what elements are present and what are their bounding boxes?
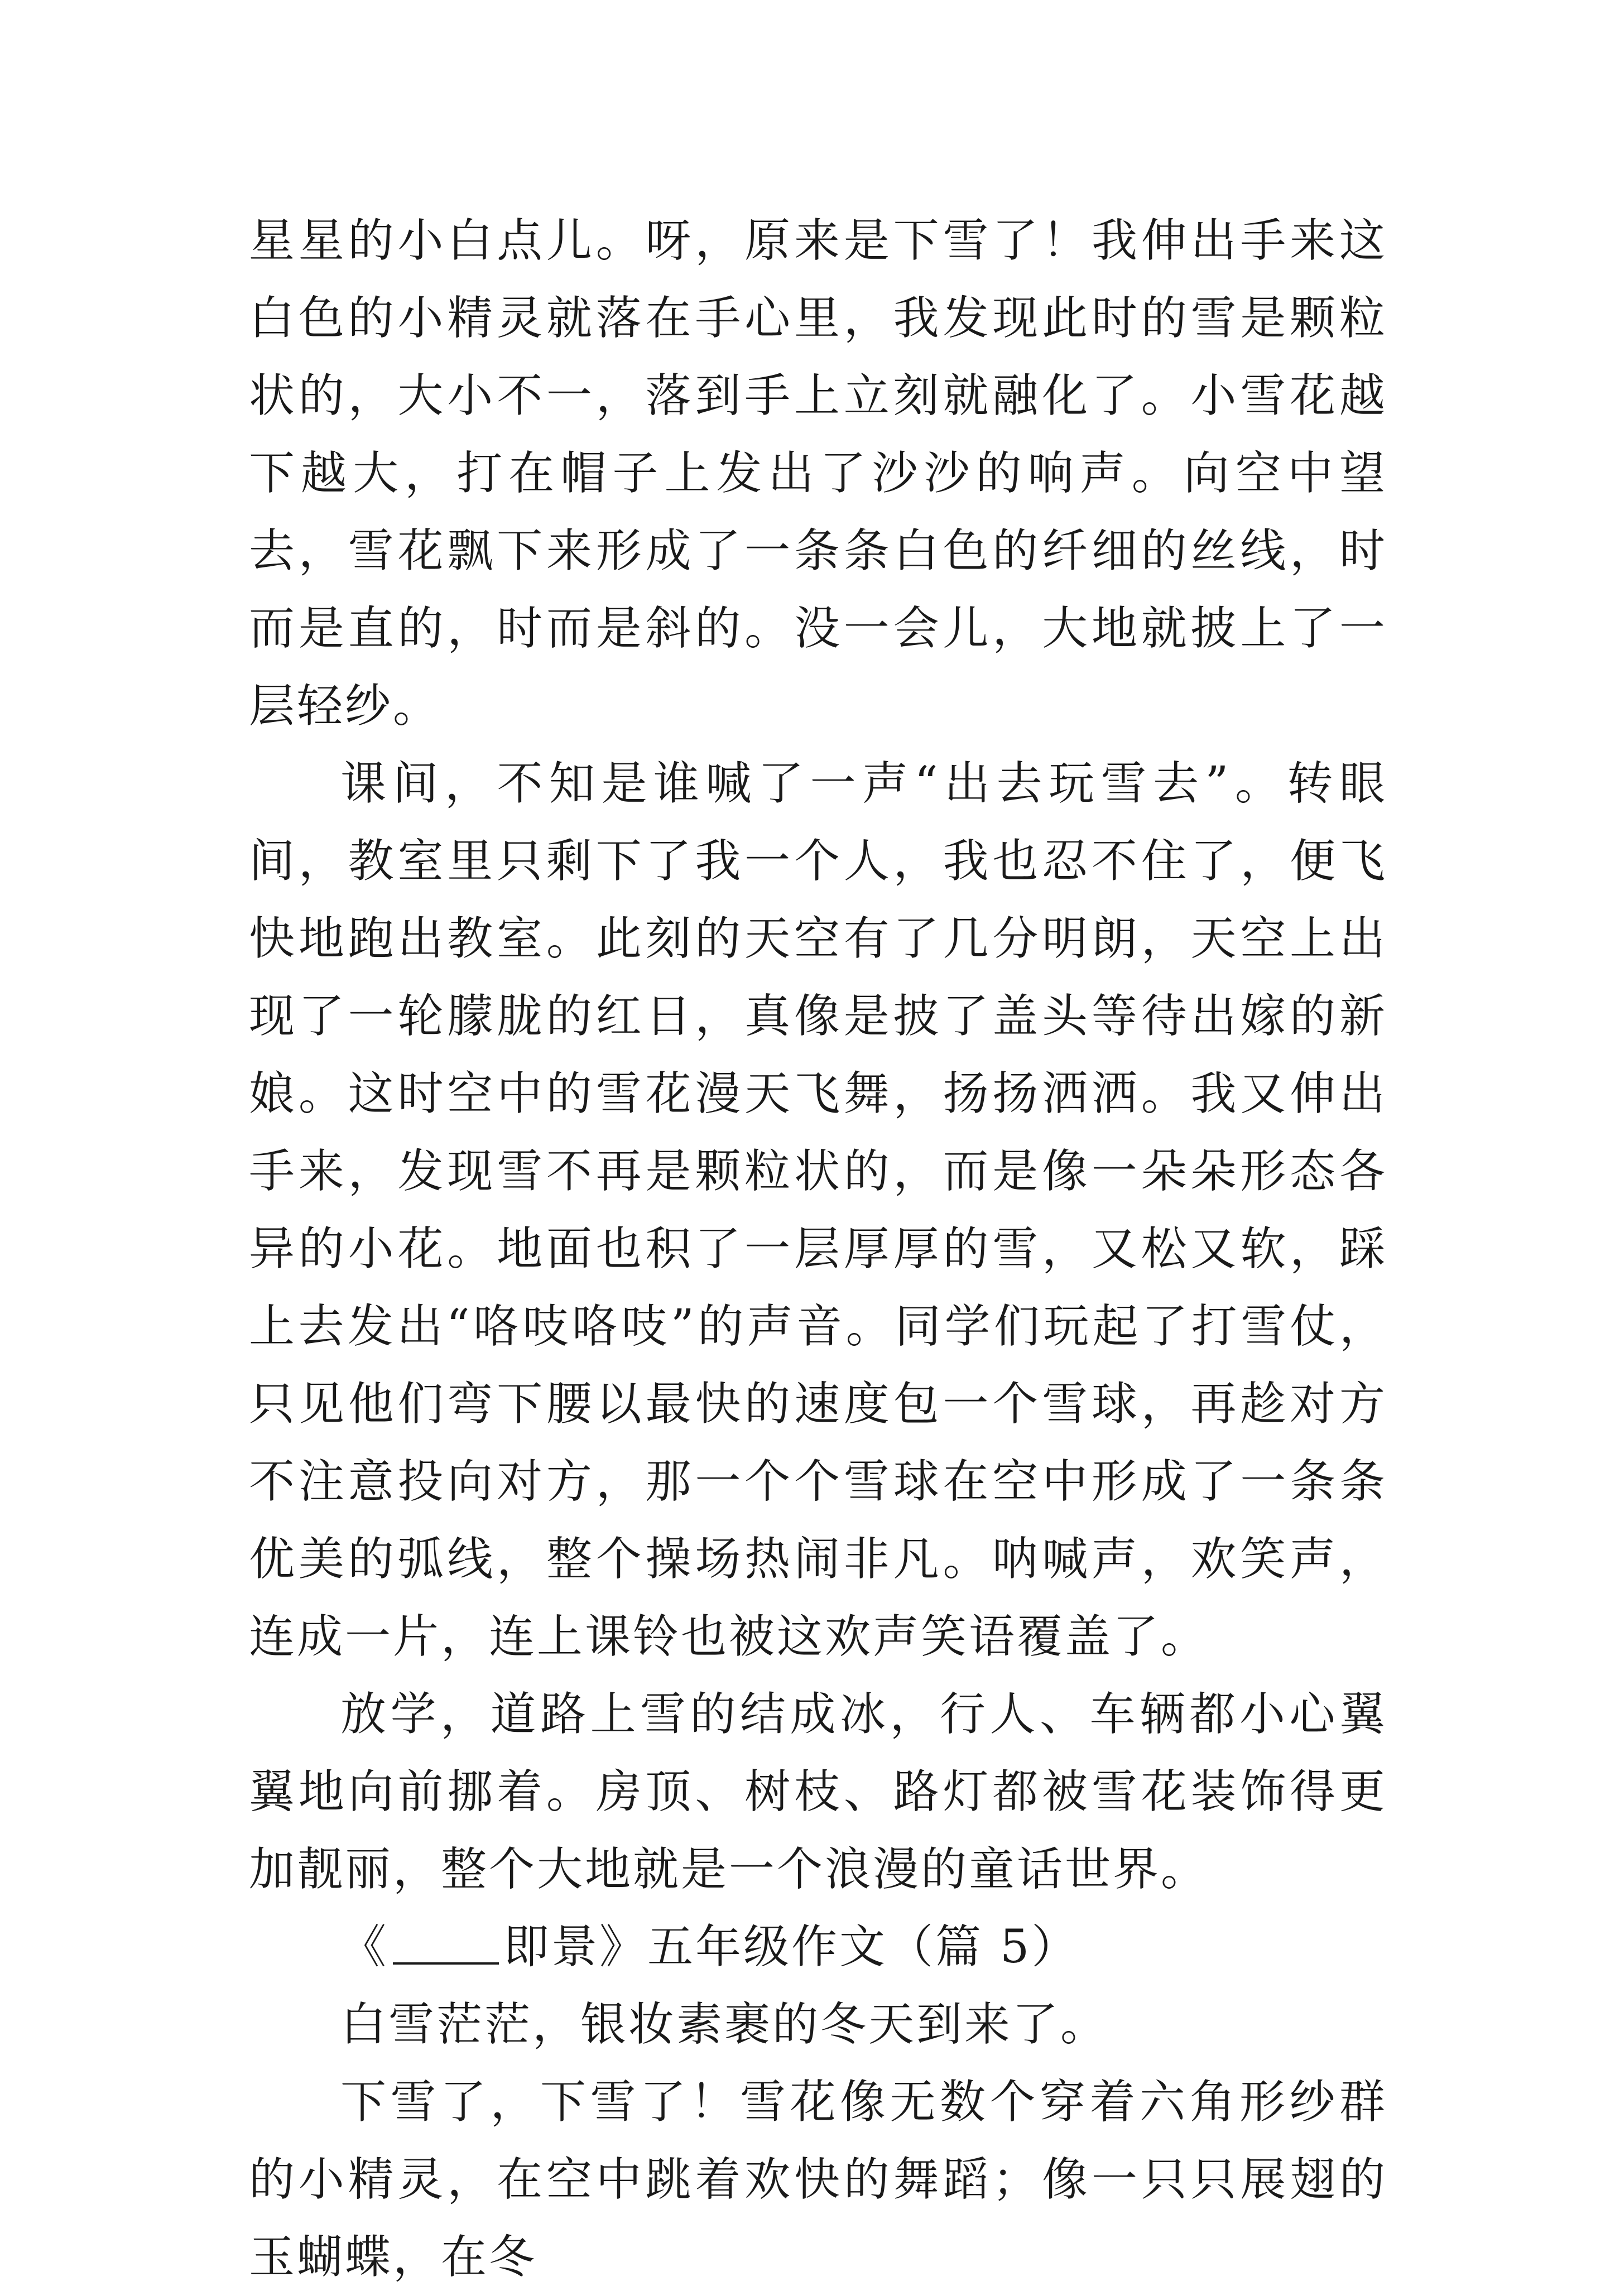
document-body [249, 202, 1387, 2296]
paragraph-after-school: 放学，道路上雪的结成冰，行人、车辆都小心翼翼地向前挪着。房顶、树枝、路灯都被雪花装饰得更加靓丽，整个大地就是一个浪漫的童话世界。 [249, 1688, 1387, 1896]
paragraph-recess: 课间，不知是谁喊了一声“出去玩雪去”。转眼间，教室里只剩下了我一个人，我也忍不住了，便飞快地跑出教室。此刻的天空有了几分明朗，天空上出现了一轮朦胧的红日，真像是披了盖头等待出嫁的新娘。这时空中的雪花漫天飞舞，扬扬洒洒。我又伸出手来，发现雪不再是颗粒状的，而是像一朵朵形态各异的小花。地面也积了一层厚厚的雪，又松又软，踩上去发出“咯吱咯吱”的声音。同学们玩起了打雪仗，只见他们弯下腰以最快的速度包一个雪球，再趁对方不注意投向对方，那一个个雪球在空中形成了一条条优美的弧线，整个操场热闹非凡。呐喊声，欢笑声，连成一片，连上课铃也被这欢声笑语覆盖了。 [249, 757, 1387, 1663]
paragraph-snow-falling: 星星的小白点儿。呀，原来是下雪了！我伸出手来这白色的小精灵就落在手心里，我发现此时的雪是颗粒状的，大小不一，落到手上立刻就融化了。小雪花越下越大，打在帽子上发出了沙沙的响声。向空中望去，雪花飘下来形成了一条条白色的纤细的丝线，时而是直的，时而是斜的。没一会儿，大地就披上了一层轻纱。 [249, 214, 1387, 733]
paragraph-winter-arrives: 白雪茫茫，银妆素裹的冬天到来了。 [340, 1998, 1109, 2051]
heading-blank-line [393, 1960, 499, 1965]
heading-prefix: 《 [340, 1920, 389, 1973]
heading-suffix: 即景》五年级作文（篇 5） [503, 1920, 1080, 1973]
paragraph-snowflakes: 下雪了，下雪了！雪花像无数个穿着六角形纱群的小精灵，在空中跳着欢快的舞蹈；像一只只展翅的玉蝴蝶，在冬 [249, 2076, 1387, 2284]
essay-heading [249, 1908, 1387, 1986]
